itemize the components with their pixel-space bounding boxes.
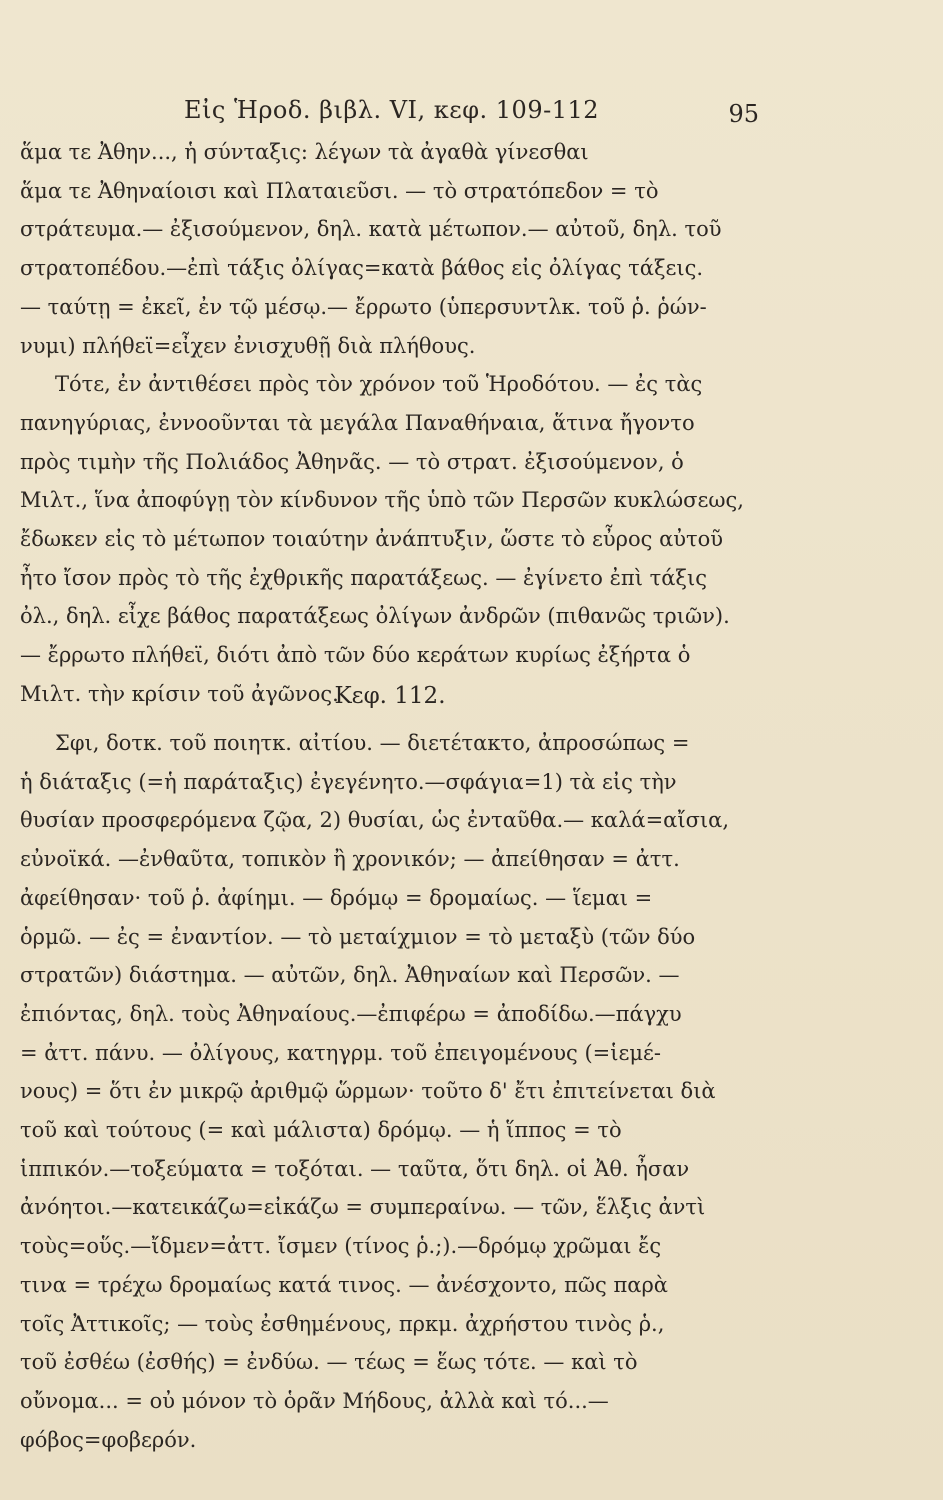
running-header [20,96,761,124]
text-line: ἅμα τε Ἀθηναίοισι καὶ Πλαταιεῦσι. — τὸ στρατόπεδον = τὸ [20,178,659,203]
text-line: στρατοπέδου.—ἐπὶ τάξις ὀλίγας=κατὰ βάθος εἰς ὀλίγας τάξεις. [20,256,704,281]
text-line: τοὺς=οὕς.—ἴδμεν=ἀττ. ἴσμεν (τίνος ῥ.;).—δρόμῳ χρῶμαι ἔς [20,1234,662,1259]
text-line: Μιλτ. τὴν κρίσιν τοῦ ἀγῶνος. [20,681,339,706]
text-line: οὔνομα... = οὐ μόνον τὸ ὁρᾶν Μήδους, ἀλλὰ καὶ τό...— [20,1388,609,1413]
text-line: θυσίαν προσφερόμενα ζῷα, 2) θυσίαι, ὡς ἐνταῦθα.— καλά=αἴσια, [20,808,730,833]
text-line: — ταύτῃ = ἐκεῖ, ἐν τῷ μέσῳ.— ἔρρωτο (ὑπερσυντλκ. τοῦ ῥ. ῥών- [20,294,707,319]
text-line: ὁρμῶ. — ἐς = ἐναντίον. — τὸ μεταίχμιον = τὸ μεταξὺ (τῶν δύο [20,924,696,949]
text-line: τινα = τρέχω δρομαίως κατά τινος. — ἀνέσχοντο, πῶς παρὰ [20,1272,668,1297]
text-line: ἅμα τε Ἀθην..., ἡ σύνταξις: λέγων τὰ ἀγαθὰ γίνεσθαι [20,140,589,164]
chapter-commentary-block [20,724,760,1459]
text-line: εὐνοϊκά. —ἐνθαῦτα, τοπικὸν ἢ χρονικόν; — ἀπείθησαν = ἀττ. [20,847,680,872]
commentary-block [20,133,760,714]
text-line: ἱππικόν.—τοξεύματα = τοξόται. — ταῦτα, ὅτι δηλ. οἱ Ἀθ. ἦσαν [20,1156,690,1181]
text-line: φόβος=φοβερόν. [20,1427,197,1452]
text-line: ὀλ., δηλ. εἶχε βάθος παρατάξεως ὀλίγων ἀνδρῶν (πιθανῶς τριῶν). [20,604,730,629]
text-line: ἡ διάταξις (=ἡ παράταξις) ἐγεγένητο.—σφάγια=1) τὰ εἰς τὴν [20,769,677,794]
text-line: ἀφείθησαν· τοῦ ῥ. ἀφίημι. — δρόμῳ = δρομαίως. — ἵεμαι = [20,885,653,910]
text-line: στράτευμα.— ἐξισούμενον, δηλ. κατὰ μέτωπον.— αὐτοῦ, δηλ. τοῦ [20,217,722,242]
text-line: ἀνόητοι.—κατεικάζω=εἰκάζω = συμπεραίνω. — τῶν, ἕλξις ἀντὶ [20,1195,706,1220]
text-line: νους) = ὅτι ἐν μικρῷ ἀριθμῷ ὥρμων· τοῦτο δ' ἔτι ἐπιτείνεται διὰ [20,1079,716,1104]
text-line: — ἔρρωτο πλήθεϊ, διότι ἀπὸ τῶν δύο κεράτων κυρίως ἐξήρτα ὁ [20,643,691,668]
page-number: 95 [728,100,759,128]
text-line: τοῦ καὶ τούτους (= καὶ μάλιστα) δρόμῳ. — ἡ ἵππος = τὸ [20,1118,622,1143]
text-line: Μιλτ., ἵνα ἀποφύγῃ τὸν κίνδυνον τῆς ὑπὸ τῶν Περσῶν κυκλώσεως, [20,488,744,513]
header-title: Εἰς Ἡροδ. βιβλ. VI, κεφ. 109-112 [184,96,599,124]
text-line: τοῦ ἐσθέω (ἐσθής) = ἐνδύω. — τέως = ἕως τότε. — καὶ τὸ [20,1350,638,1375]
text-line: ἦτο ἴσον πρὸς τὸ τῆς ἐχθρικῆς παρατάξεως. — ἐγίνετο ἐπὶ τάξις [20,565,707,590]
text-line: πανηγύριας, ἐννοοῦνται τὰ μεγάλα Παναθήναια, ἅτινα ἤγοντο [20,410,695,435]
text-line: νυμι) πλήθεϊ=εἶχεν ἐνισχυθῇ διὰ πλήθους. [20,333,476,358]
text-line: = ἀττ. πάνυ. — ὀλίγους, κατηγρμ. τοῦ ἐπειγομένους (=ἱεμέ- [20,1040,661,1065]
text-line: ἔδωκεν εἰς τὸ μέτωπον τοιαύτην ἀνάπτυξιν, ὥστε τὸ εὖρος αὐτοῦ [20,527,724,552]
text-line: πρὸς τιμὴν τῆς Πολιάδος Ἀθηνᾶς. — τὸ στρατ. ἐξισούμενον, ὁ [20,449,684,474]
chapter-heading: Κεφ. 112. [334,683,446,709]
text-line: τοῖς Ἀττικοῖς; — τοὺς ἐσθημένους, πρκμ. ἀχρήστου τινὸς ῥ., [20,1311,665,1336]
text-line: ἐπιόντας, δηλ. τοὺς Ἀθηναίους.—ἐπιφέρω = ἀποδίδω.—πάγχυ [20,1001,682,1026]
text-line: στρατῶν) διάστημα. — αὐτῶν, δηλ. Ἀθηναίων καὶ Περσῶν. — [20,963,680,988]
text-line: Σφι, δοτκ. τοῦ ποιητκ. αἰτίου. — διετέτακτο, ἀπροσώπως = [55,731,690,755]
text-line: Τότε, ἐν ἀντιθέσει πρὸς τὸν χρόνον τοῦ Ἡροδότου. — ἐς τὰς [55,372,703,397]
